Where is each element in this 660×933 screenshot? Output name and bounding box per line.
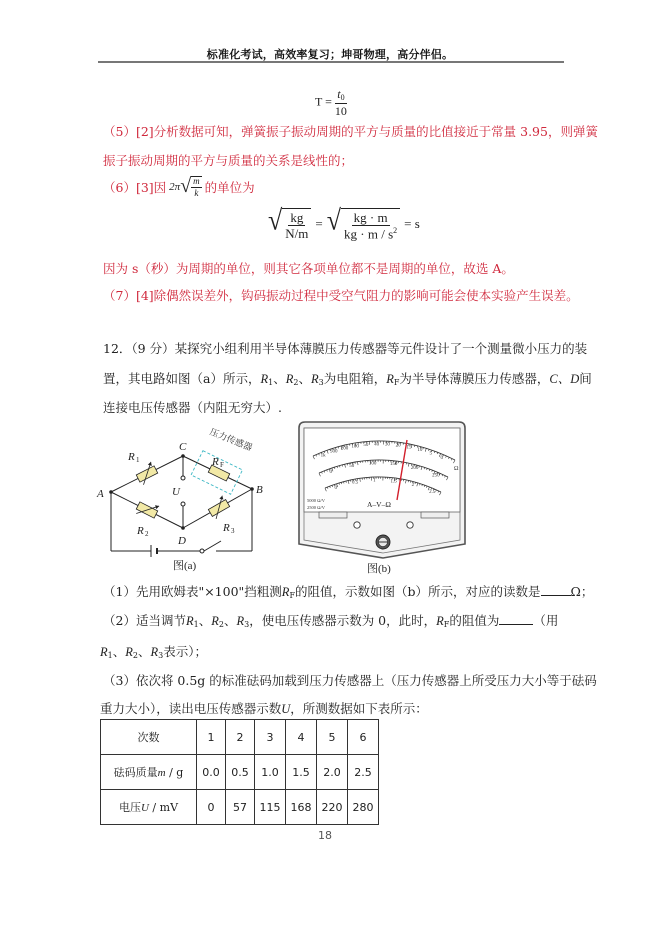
sep: 、 (298, 371, 311, 386)
meter-right-jack-icon[interactable] (407, 522, 413, 528)
var-rf-sub: F (393, 378, 400, 387)
var-r2-sub: 2 (218, 620, 224, 629)
units-left-fraction (282, 208, 311, 240)
meter-scale-label: 5 (429, 451, 433, 457)
label-r1-sub: 1 (136, 456, 140, 464)
period-numerator-wrap (335, 88, 346, 104)
question12-line1: 12．（9 分）某探究小组利用半导体薄膜压力传感器等元件设计了一个测量微小压力的装 (103, 341, 588, 356)
sub-question-3-line2 (100, 699, 428, 717)
meter-scale-label: 20 (395, 443, 401, 449)
switch-terminal-icon (200, 549, 204, 553)
table-cell: 2.5 (348, 755, 379, 790)
var-r1-sub: 1 (268, 378, 274, 387)
period-numerator: t (337, 87, 341, 101)
table-cell: 2.0 (317, 755, 348, 790)
resistor-r3-icon (206, 495, 232, 520)
var-r3: R (236, 614, 245, 628)
meter-info-line1: 5000 Ω/V (307, 498, 325, 503)
q3-text-a: 重力大小），读出电压传感器示数 (100, 701, 282, 716)
label-rf-sub: F (220, 461, 224, 469)
var-r1-sub: 1 (193, 620, 199, 629)
sep: 、 (273, 371, 286, 386)
figure-b-caption: 图(b) (367, 563, 391, 575)
table-header-cell: 5 (317, 720, 348, 755)
table-cell: 0 (197, 790, 226, 825)
sub-question-3-line1: （3）依次将 0.5g 的标准砝码加载到压力传感器上（压力传感器上所受压力大小等于砝码 (103, 673, 597, 688)
answer-item6 (103, 176, 255, 198)
sep: 、 (137, 644, 151, 659)
sub-question-1 (103, 582, 593, 600)
units-right-fraction (341, 208, 400, 240)
q2-text-c: 的阻值为 (449, 613, 500, 628)
sep: 、 (112, 644, 126, 659)
table-header-cell: 1 (197, 720, 226, 755)
answer-item5-line1: （5）[2]分析数据可知，弹簧振子振动周期的平方与质量的比值接近于常量 3.95，则弹簧 (103, 124, 598, 139)
var-r3: R (310, 372, 319, 386)
meter-scale-label: 40 (374, 442, 380, 448)
meter-scale-label: 1 (373, 478, 376, 484)
q2-text-b: ，使电压传感器示数为 0，此时， (249, 613, 437, 628)
q1-text-b: 的阻值，示数如图（b）所示，对应的读数是 (295, 584, 541, 599)
sep: 、 (223, 613, 237, 628)
q12-text-c: 为半导体薄膜压力传感器， (399, 371, 550, 386)
meter-scale-label: 500 (330, 449, 338, 455)
row-label-unit: / mV (148, 801, 179, 814)
question12-line3: 连接电压传感器（内阻无穷大）. (103, 400, 282, 415)
item6-prefix: （6）[3]因 (103, 180, 167, 195)
data-table (100, 719, 379, 825)
table-row-label (101, 790, 197, 825)
meter-info-line2: 2500 Ω/V (307, 505, 325, 510)
var-rf-sub: F (289, 591, 295, 600)
sensor-label: 压力传感器 (207, 427, 254, 454)
table-cell: 0.5 (226, 755, 255, 790)
meter-scale-label: 0 (440, 455, 443, 461)
row-label-text: 砝码质量 (113, 766, 158, 779)
meter-left-slot (319, 512, 347, 518)
item6-den: k (194, 188, 199, 198)
row-label-var: U (140, 802, 149, 814)
meter-right-slot (421, 512, 449, 518)
var-cd: C、D (549, 372, 580, 386)
battery-icon (151, 545, 157, 557)
meter-scale-label: 150 (389, 462, 398, 468)
units-right-den-sup: 2 (393, 226, 398, 235)
var-r3-sub: 3 (244, 620, 250, 629)
units-left-num: kg (290, 210, 304, 226)
answer-item6-conclusion: 因为 s（秒）为周期的单位，则其它各项单位都不是周期的单位，故选 A。 (103, 261, 514, 276)
table-header-cell: 2 (226, 720, 255, 755)
meter-scale-label: 15 (406, 445, 412, 451)
meter-scale-label: 0.5 (351, 480, 359, 486)
sqrt-left (268, 204, 311, 242)
table-header-cell: 6 (348, 720, 379, 755)
q2-answer-blank[interactable] (499, 615, 533, 625)
var-r3: R (150, 645, 159, 659)
meter-scale-label: 10 (417, 448, 423, 454)
var-r2-sub: 2 (132, 651, 138, 660)
meter-scale-label: 1.5 (390, 479, 397, 485)
meter-scale-label: 0 (334, 485, 337, 491)
table-row (101, 790, 379, 825)
period-numerator-sub: 0 (340, 93, 345, 102)
var-rf: R (281, 585, 290, 599)
units-formula (268, 204, 420, 242)
resistor-r1-icon (134, 461, 160, 485)
label-r2: R (137, 525, 144, 537)
table-header-cell: 3 (255, 720, 286, 755)
dial-label: A–V–Ω (367, 500, 391, 509)
meter-scale-label: 250 (432, 473, 440, 479)
page-header-title: 标准化考试，高效率复习；坤哥物理，高分伴侣。 (206, 48, 454, 61)
period-fraction (335, 88, 347, 117)
units-right-num: kg · m (353, 210, 388, 225)
units-left-den: N/m (285, 226, 309, 242)
figure-a-caption: 图(a) (173, 560, 197, 572)
meter-scale-label: 2 (411, 483, 415, 489)
sep: 、 (198, 613, 212, 628)
var-r1: R (185, 614, 194, 628)
var-r3-sub: 3 (158, 651, 164, 660)
label-rf: R (212, 456, 219, 468)
period-denominator: 10 (334, 104, 347, 118)
item6-suffix: 的单位为 (204, 180, 255, 195)
ohm-unit-label: Ω (454, 466, 459, 472)
table-cell: 1.0 (255, 755, 286, 790)
meter-scale-label: 2.5 (429, 489, 436, 495)
terminal-c-icon (181, 476, 185, 480)
var-u: U (281, 702, 291, 716)
item6-num: m (193, 176, 200, 186)
q1-text-a: （1）先用欧姆表"×100"挡粗测 (103, 584, 282, 599)
meter-scale-label: 30 (384, 442, 390, 448)
label-c: C (179, 441, 187, 453)
label-d: D (178, 535, 186, 547)
meter-scale-label: 100 (351, 444, 359, 450)
q12-text-d: 间 (579, 371, 592, 386)
item6-fraction (191, 176, 202, 198)
table-header-cell: 4 (286, 720, 317, 755)
figure-b-multimeter (293, 418, 471, 563)
label-b: B (256, 484, 263, 496)
var-r3-sub: 3 (318, 378, 324, 387)
label-r1: R (128, 451, 135, 463)
table-cell: 0.0 (197, 755, 226, 790)
label-u: U (172, 486, 180, 498)
var-r2: R (285, 372, 294, 386)
var-r1: R (100, 645, 108, 659)
sqrt-right (326, 204, 400, 242)
q2-line2-end: 表示）； (163, 644, 207, 659)
var-r2: R (211, 614, 219, 628)
item6-coef: 2π (169, 181, 181, 193)
var-rf: R (436, 614, 444, 628)
var-r1-sub: 1 (107, 651, 113, 660)
period-lhs: T = (315, 94, 332, 109)
table-header-label: 次数 (101, 720, 197, 755)
sqrt-symbol (180, 176, 201, 198)
q2-text-d: （用 (533, 613, 559, 628)
var-r2-sub: 2 (293, 378, 299, 387)
meter-scale-label: 100 (368, 461, 377, 467)
table-header-row (101, 720, 379, 755)
row-label-unit: / g (165, 766, 184, 779)
meter-left-jack-icon[interactable] (354, 522, 360, 528)
table-cell: 1.5 (286, 755, 317, 790)
period-formula (315, 88, 347, 117)
answer-item7: （7）[4]除偶然误差外，钩码振动过程中受空气阻力的影响可能会使本实验产生误差。 (103, 288, 579, 303)
meter-scale-label: 200 (410, 466, 419, 472)
q2-text-a: （2）适当调节 (103, 613, 186, 628)
var-rf: R (386, 372, 394, 386)
page-number: 18 (318, 829, 332, 842)
row-label-var: m (157, 767, 166, 779)
var-rf-sub: F (443, 620, 450, 629)
sqrt-radical-icon: √ (180, 175, 192, 197)
meter-scale-label: 1k (320, 453, 326, 459)
table-cell: 115 (255, 790, 286, 825)
sub-question-2 (103, 611, 558, 629)
item6-expression (169, 176, 202, 198)
q1-unit: Ω； (570, 584, 594, 599)
sqrt-radical-icon: √ (268, 204, 283, 237)
junction-dots (109, 454, 254, 530)
table-cell: 57 (226, 790, 255, 825)
sqrt-radical-icon: √ (326, 204, 342, 237)
label-r3-sub: 3 (231, 527, 235, 535)
table-cell: 220 (317, 790, 348, 825)
q12-text-b: 为电阻箱， (323, 371, 387, 386)
question12-line2 (103, 369, 592, 387)
header-divider (98, 61, 564, 63)
units-eq2: = s (404, 216, 420, 232)
q12-text-a: 置，其电路如图（a）所示， (103, 371, 261, 386)
figure-a-circuit (95, 420, 280, 570)
resistor-r2-icon (134, 497, 160, 521)
units-right-den: kg · m / s (344, 226, 394, 242)
q3-text-b: ，所测数据如下表所示： (290, 701, 428, 716)
table-cell: 168 (286, 790, 317, 825)
var-r2: R (125, 645, 133, 659)
terminal-d-icon (181, 502, 185, 506)
meter-scale-label: 0 (329, 470, 333, 476)
meter-scale-label: 50 (363, 443, 369, 449)
label-r2-sub: 2 (145, 530, 149, 538)
sub-question-2-line2 (100, 642, 207, 660)
table-row-label (101, 755, 197, 790)
meter-scale-label: 200 (340, 446, 349, 452)
answer-item5-line2: 振子振动周期的平方与质量的关系是线性的； (103, 153, 354, 168)
table-row (101, 755, 379, 790)
q1-answer-blank[interactable] (541, 586, 571, 596)
row-label-text: 电压 (118, 801, 141, 814)
units-eq1: = (315, 216, 323, 232)
label-a: A (97, 488, 104, 500)
table-cell: 280 (348, 790, 379, 825)
var-r1: R (260, 372, 269, 386)
units-right-den-wrap (344, 226, 397, 240)
label-r3: R (223, 522, 230, 534)
meter-scale-label: 50 (349, 464, 355, 470)
